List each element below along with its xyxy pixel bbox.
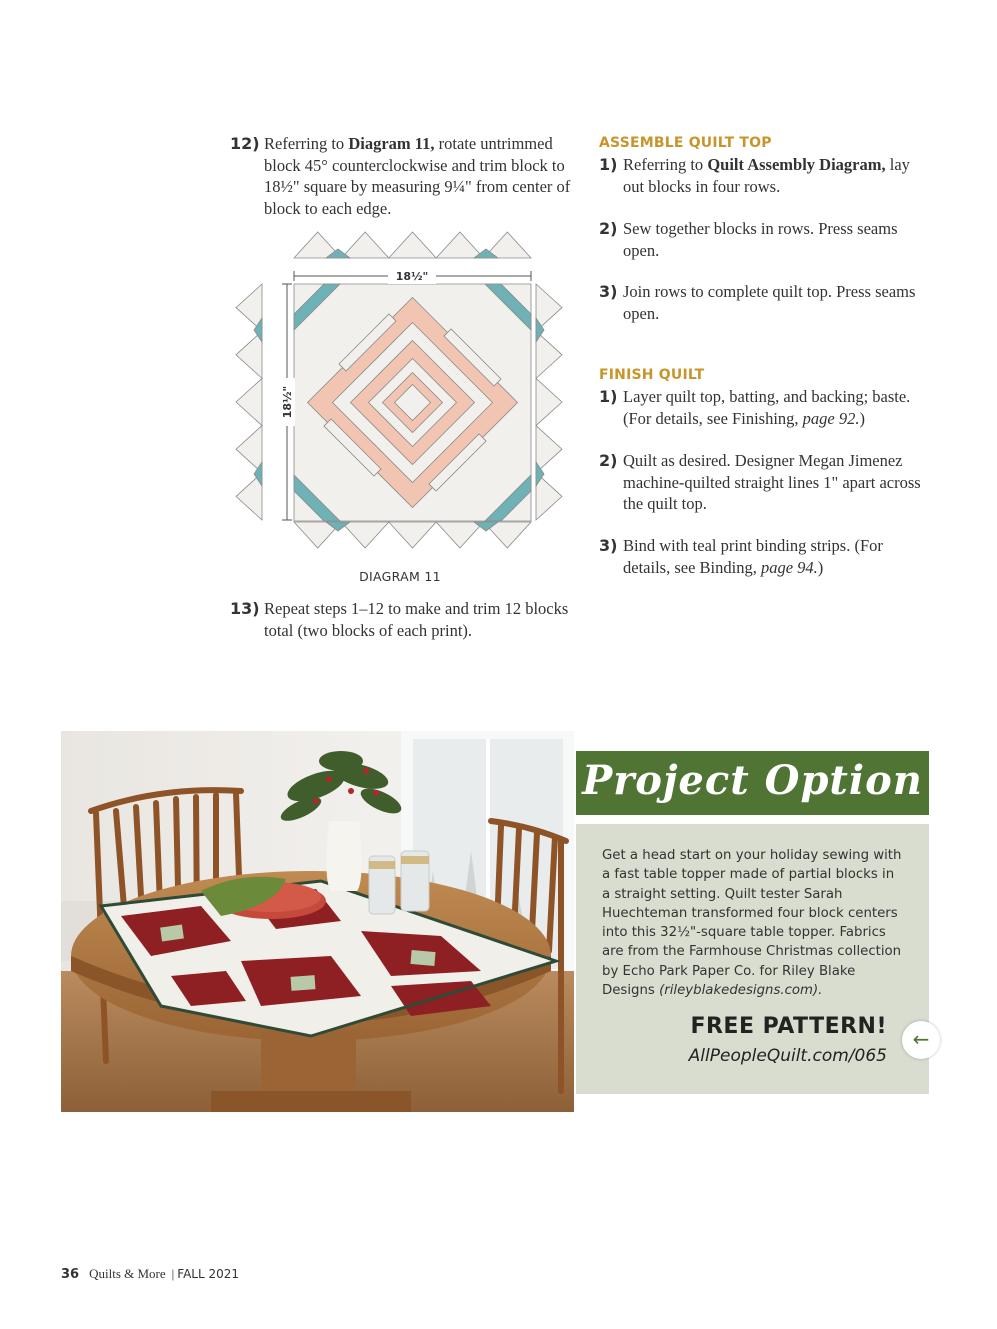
page-number: 36 — [61, 1267, 80, 1282]
table-topper-photo — [61, 731, 574, 1112]
top-triangle — [389, 232, 436, 258]
left-triangle — [236, 331, 262, 378]
step-number: 3) — [599, 536, 618, 555]
step-text: lay out blocks in four rows. — [623, 155, 910, 196]
arrow-left-button[interactable] — [902, 1021, 940, 1059]
right-triangles — [536, 284, 562, 520]
step-number: 13) — [230, 599, 260, 618]
top-triangle — [436, 232, 483, 258]
height-label: 18½" — [281, 385, 294, 419]
right-triangle — [536, 426, 562, 473]
diagram-reference: Diagram 11, — [348, 134, 435, 153]
project-option-banner — [576, 751, 929, 815]
step-text: Referring to — [623, 155, 708, 174]
step-12 — [230, 133, 580, 219]
arrow-left-icon: ← — [912, 1027, 930, 1051]
step-text: Quilt as desired. Designer Megan Jimenez machine-quilted straight lines 1" apart across the quilt top. — [623, 451, 921, 513]
page-reference: page 94. — [760, 557, 818, 577]
step-number: 1) — [599, 155, 618, 174]
step-text: ) — [817, 557, 824, 577]
step-text: Sew together blocks in rows. Press seams open. — [623, 219, 898, 260]
project-option-text — [602, 846, 902, 1000]
right-triangle — [536, 331, 562, 378]
page-footer — [61, 1266, 239, 1282]
step-number: 12) — [230, 134, 260, 153]
top-triangle — [341, 232, 388, 258]
diagram-caption: DIAGRAM 11 — [359, 569, 441, 584]
left-triangle — [236, 426, 262, 473]
top-triangles — [294, 232, 531, 258]
step-text: Referring to — [264, 134, 349, 153]
riley-blake-link[interactable]: (rileyblakedesigns.com). — [659, 983, 823, 999]
assemble-heading: ASSEMBLE QUILT TOP — [599, 135, 772, 151]
project-option-box — [576, 824, 929, 1094]
bottom-triangle — [436, 522, 483, 548]
left-triangle — [236, 378, 262, 425]
bottom-triangle — [341, 522, 388, 548]
issue-season: FALL 2021 — [177, 1267, 239, 1281]
finish-step-3 — [599, 535, 934, 578]
finish-heading: FINISH QUILT — [599, 367, 705, 383]
diagram-reference: Quilt Assembly Diagram, — [707, 155, 886, 174]
step-number: 2) — [599, 451, 618, 470]
assemble-step-2 — [599, 218, 934, 261]
footer-separator: | — [171, 1266, 175, 1281]
step-text: Layer quilt top, batting, and backing; baste. (For details, see Finishing, — [623, 387, 911, 428]
project-option-title: Project Option — [582, 757, 923, 804]
width-label: 18½" — [395, 270, 429, 283]
step-text: ) — [859, 408, 865, 428]
right-triangle — [536, 378, 562, 425]
trimmed-block — [294, 284, 531, 521]
height-dimension — [279, 284, 295, 520]
step-number: 3) — [599, 282, 618, 301]
assemble-step-3 — [599, 281, 934, 324]
magazine-name: Quilts & More — [89, 1266, 166, 1281]
left-triangles — [236, 284, 262, 520]
step-number: 2) — [599, 219, 618, 238]
step-number: 1) — [599, 387, 618, 406]
assemble-step-1 — [599, 154, 934, 197]
diagram-11 — [226, 222, 572, 558]
project-option-body: Get a head start on your holiday sewing with a fast table topper made of partial blocks in a straight setting. Quilt tester Sarah Huechteman transformed four block centers into this 32½"-square table topper. Fabrics are from the Farmhouse Christmas collection by Echo Park Paper Co. for Riley Blake Designs — [602, 848, 902, 999]
step-text: Bind with teal print binding strips. (For details, see Binding, — [623, 536, 883, 577]
pattern-url-link[interactable]: AllPeopleQuilt.com/065 — [688, 1046, 887, 1066]
bottom-triangle — [389, 522, 436, 548]
step-13 — [230, 598, 580, 641]
page-reference: page 92. — [802, 408, 860, 428]
finish-step-1 — [599, 386, 939, 429]
step-text: Join rows to complete quilt top. Press seams open. — [623, 282, 916, 323]
free-pattern-label: FREE PATTERN! — [690, 1014, 887, 1039]
finish-step-2 — [599, 450, 934, 515]
bottom-triangles — [294, 522, 531, 548]
step-text: rotate untrimmed block 45° counterclockwise and trim block to 18½" square by measuring 9¼" from center of block to each edge. — [264, 134, 571, 218]
width-dimension — [294, 268, 531, 284]
step-text: Repeat steps 1–12 to make and trim 12 blocks total (two blocks of each print). — [264, 599, 569, 640]
